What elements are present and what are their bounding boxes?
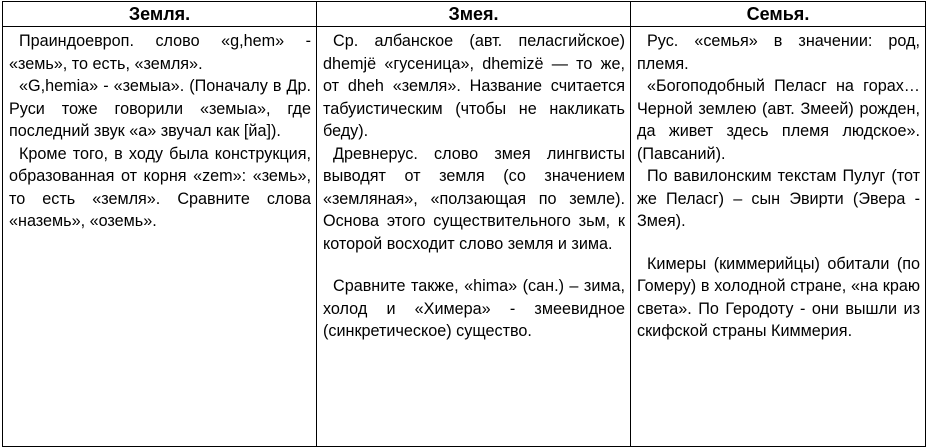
earth-paragraph-2: «G,hemia» - «земыа». (Поначалу в Др. Руси тоже говорили «земыа», где последний звук «а» звучал как [йа]). (9, 77, 311, 140)
cell-snake (317, 27, 631, 447)
family-paragraph-4: Кимеры (киммерийцы) обитали (по Гомеру) в холодной стране, «на краю света». По Геродоту - они вышли из скифской страны Киммерия. (637, 254, 920, 340)
content-row (3, 27, 926, 447)
cell-earth (3, 27, 317, 447)
snake-paragraph-2: Древнерус. слово змея лингвисты выводят от земля (со значением «земляная», «ползающая по земле). Основа этого существительного зьм, к которой восходит слово земля и зима. (323, 144, 625, 253)
family-paragraph-3: По вавилонским текстам Пулуг (тот же Пеласг) – сын Эвирти (Эвера - Змея). (637, 167, 920, 230)
earth-paragraph-1: Праиндоевроп. слово «g,hem» - «земь», то есть, «земля». (9, 32, 311, 73)
header-earth: Земля. (3, 2, 317, 27)
snake-paragraph-3: Сравните также, «hima» (сан.) – зима, холод и «Химера» - змеевидное (синкретическое) существо. (323, 277, 625, 340)
header-snake: Змея. (317, 2, 631, 27)
family-paragraph-1: Рус. «семья» в значении: род, племя. (637, 32, 920, 73)
snake-paragraph-1: Ср. албанское (авт. пеласгийское) dhemjë «гусеница», dhemizë — то же, от dheh «земля». Название считается табуистическим (чтобы не накликать беду). (323, 32, 625, 140)
earth-paragraph-3: Кроме того, в ходу была конструкция, образованная от корня «zem»: «земь», то есть «земля». Сравните слова «наземь», «оземь». (9, 144, 311, 230)
comparison-table (2, 1, 926, 447)
header-family: Семья. (631, 2, 926, 27)
family-paragraph-2: «Богоподобный Пеласг на горах…Черной землею (авт. Змеей) рожден, да живет здесь племя людское». (Павсаний). (637, 77, 920, 163)
cell-family (631, 27, 926, 447)
header-row (3, 2, 926, 27)
